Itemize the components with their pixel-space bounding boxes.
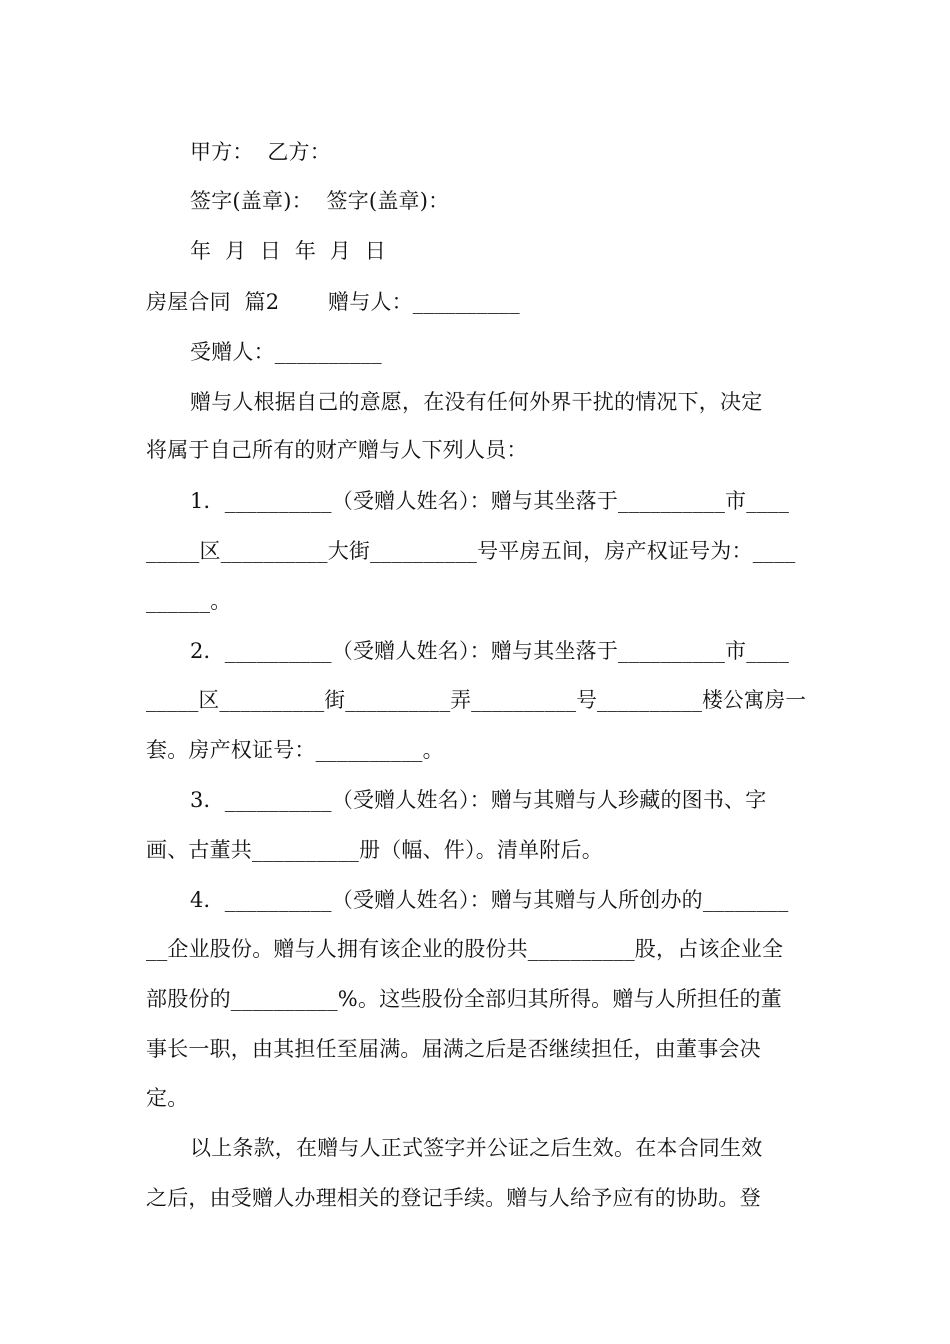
item2-line-2: _____区__________街__________弄__________号__________楼公寓房一 xyxy=(146,688,807,712)
intro-line-1: 赠与人根据自己的意愿，在没有任何外界干扰的情况下，决定 xyxy=(190,390,763,414)
date-labels: 年 月 日 年 月 日 xyxy=(190,239,386,263)
item2-line-3: 套。房产权证号：__________。 xyxy=(146,738,444,762)
section-title: 房屋合同 篇2 xyxy=(146,290,280,314)
closing-line-1: 以上条款，在赠与人正式签字并公证之后生效。在本合同生效 xyxy=(190,1136,763,1160)
recipient-field: 受赠人：__________ xyxy=(190,340,382,364)
party-labels: 甲方： 乙方： xyxy=(190,140,331,164)
item4-line-4: 事长一职，由其担任至届满。届满之后是否继续担任，由董事会决 xyxy=(146,1037,761,1061)
signature-labels: 签字(盖章)： 签字(盖章)： xyxy=(190,189,450,213)
item3-line-1: 3．__________（受赠人姓名）：赠与其赠与人珍藏的图书、字 xyxy=(190,788,767,812)
donor-field: 赠与人：__________ xyxy=(328,290,520,314)
item1-line-1: 1．__________（受赠人姓名）：赠与其坐落于__________市____ xyxy=(190,489,790,513)
item4-line-3: 部股份的__________%。这些股份全部归其所得。赠与人所担任的董 xyxy=(146,987,782,1011)
item2-line-1: 2．__________（受赠人姓名）：赠与其坐落于__________市____ xyxy=(190,639,790,663)
item4-line-5: 定。 xyxy=(146,1086,189,1110)
item1-line-2: _____区__________大街__________号平房五间，房产权证号为：____ xyxy=(146,539,796,563)
item4-line-1: 4．__________（受赠人姓名）：赠与其赠与人所创办的________ xyxy=(190,888,789,912)
closing-line-2: 之后，由受赠人办理相关的登记手续。赠与人给予应有的协助。登 xyxy=(146,1186,761,1210)
item3-line-2: 画、古董共__________册（幅、件）。清单附后。 xyxy=(146,838,603,862)
item4-line-2: __企业股份。赠与人拥有该企业的股份共__________股，占该企业全 xyxy=(146,937,784,961)
item1-line-3: ______。 xyxy=(146,589,232,613)
intro-line-2: 将属于自己所有的财产赠与人下列人员： xyxy=(146,438,528,462)
